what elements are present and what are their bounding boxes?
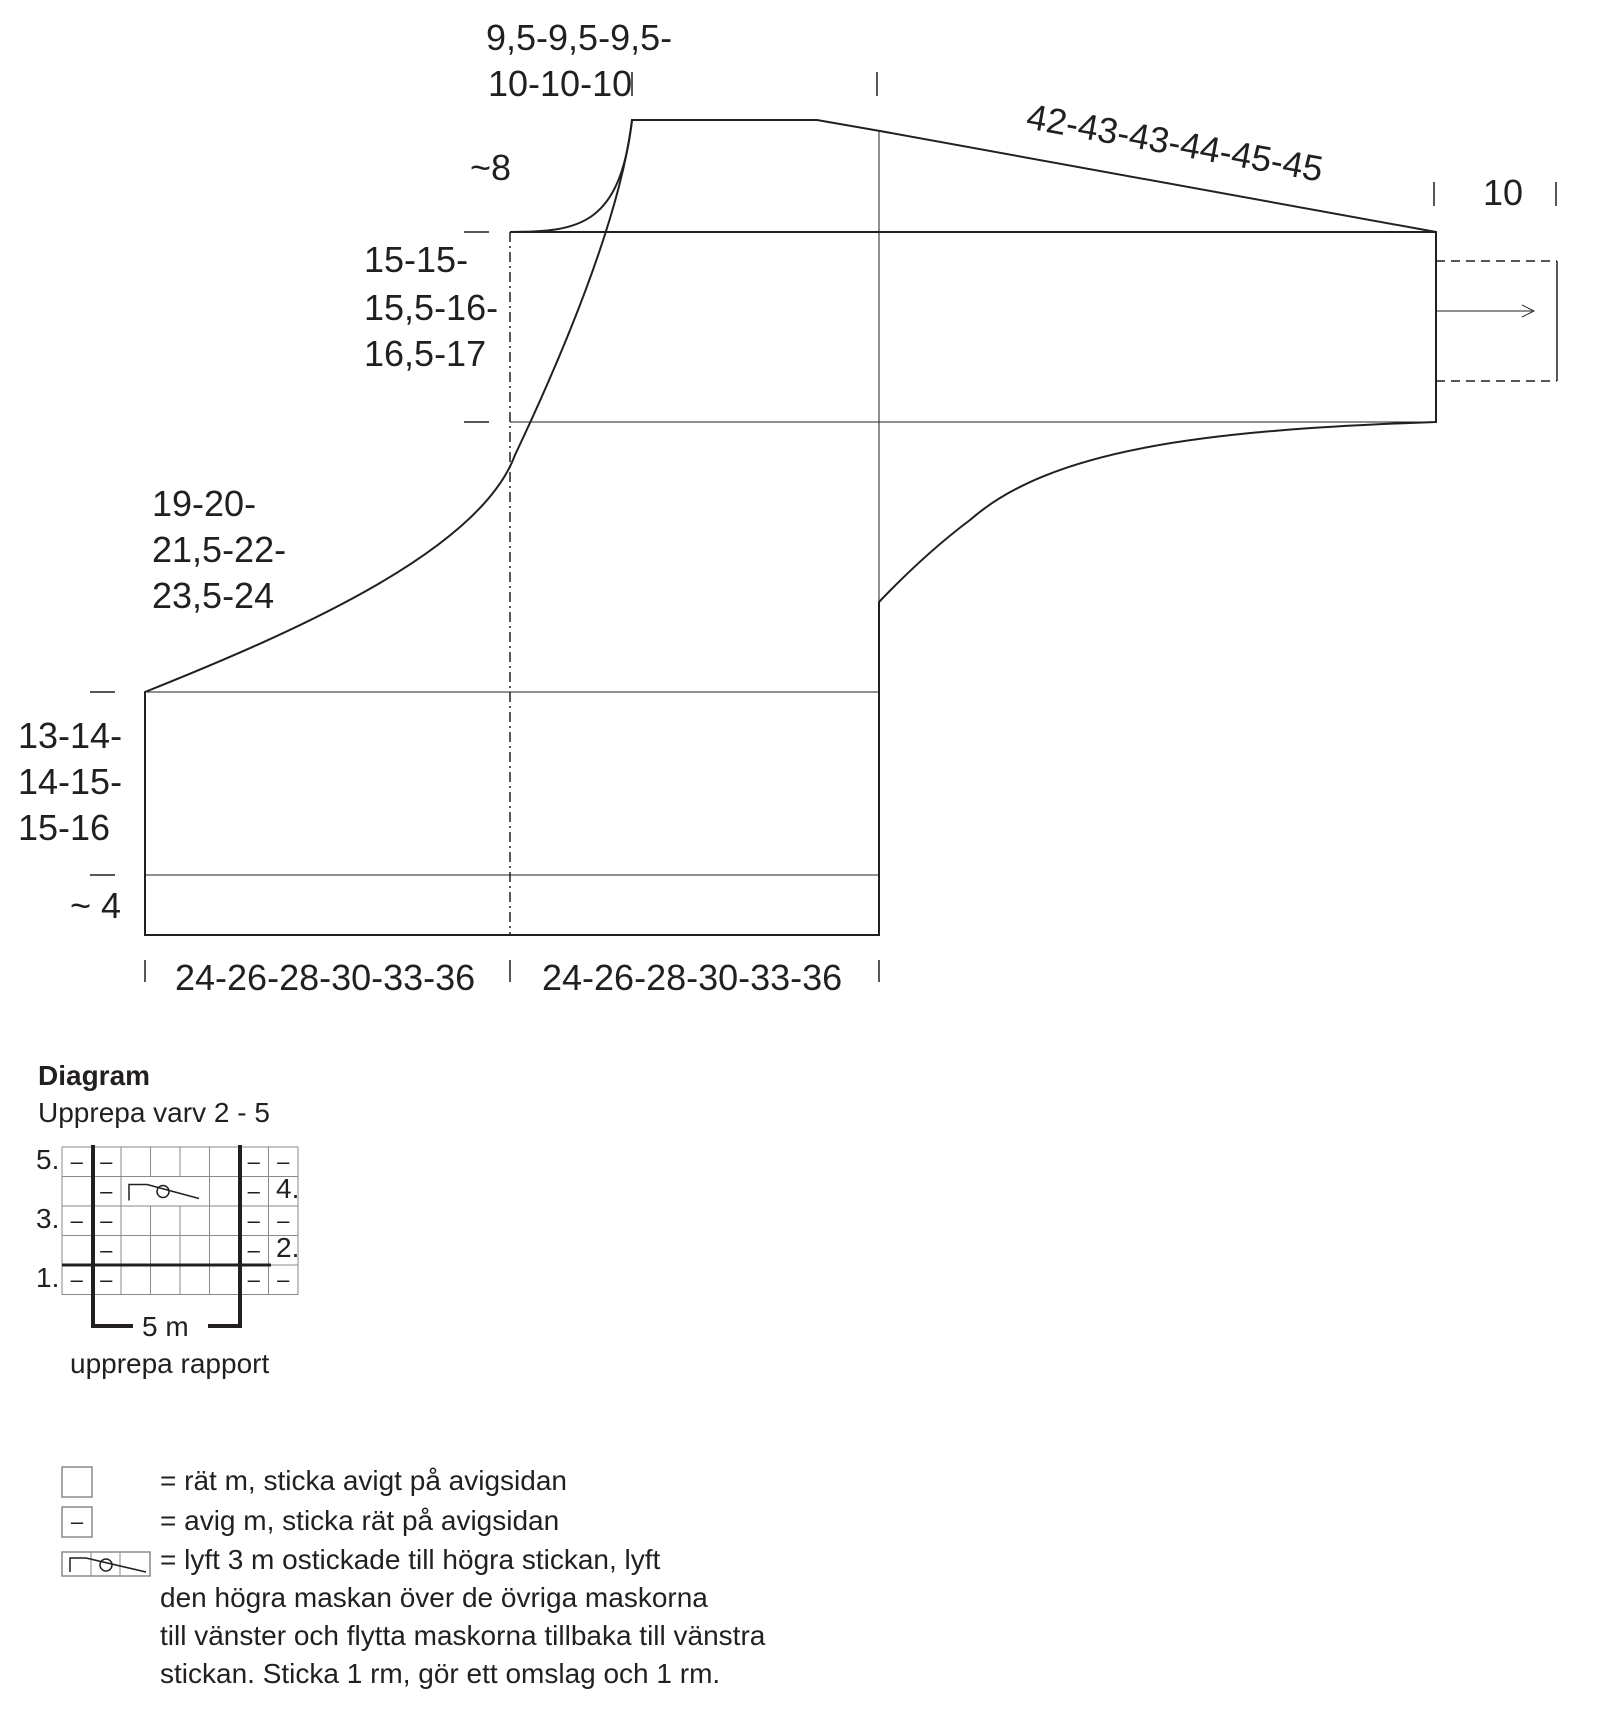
chart-cell [121,1265,151,1295]
purl-symbol: – [70,1148,83,1174]
purl-symbol: – [247,1266,260,1292]
cuff-width: 10 [1483,172,1524,213]
purl-symbol: – [277,1207,290,1233]
armhole-upper-2: 15,5-16- [364,287,499,328]
legend-text: den högra maskan över de övriga maskorna [160,1582,708,1613]
chart-cell [180,1147,210,1177]
half-width-right: 24-26-28-30-33-36 [542,957,843,998]
purl-symbol: – [70,1207,83,1233]
row-label-5: 5. [36,1144,60,1175]
raglan-3: 23,5-24 [152,575,275,616]
body-2: 14-15- [18,761,123,802]
chart-cell [210,1236,240,1266]
legend-text: = avig m, sticka rät på avigsidan [160,1505,560,1536]
legend-text: = rät m, sticka avigt på avigsidan [160,1465,567,1496]
stitch-chart [62,1147,298,1295]
chart-cell [151,1236,181,1266]
chart-title: Diagram [38,1060,151,1091]
chart-cell [180,1236,210,1266]
armhole-upper-1: 15-15- [364,239,469,280]
repeat-count: 5 m [142,1311,189,1342]
purl-symbol: – [247,1178,260,1204]
body-1: 13-14- [18,715,123,756]
chart-cell [180,1265,210,1295]
chart-cell [121,1147,151,1177]
purl-symbol: – [277,1148,290,1174]
repeat-label: upprepa rapport [70,1348,270,1379]
raglan-1: 19-20- [152,483,257,524]
purl-symbol: – [277,1266,290,1292]
purl-symbol: – [70,1266,83,1292]
chart-cell [180,1206,210,1236]
half-width-left: 24-26-28-30-33-36 [175,957,476,998]
neck-depth: ~8 [470,147,512,188]
chart-cell [151,1265,181,1295]
neck-width-1: 9,5-9,5-9,5- [486,17,673,58]
legend [62,1465,766,1689]
chart-cell [210,1147,240,1177]
legend-text: stickan. Sticka 1 rm, gör ett omslag och 1 rm. [160,1658,721,1689]
neck-width-2: 10-10-10 [488,63,633,104]
chart-cell [210,1177,240,1207]
purl-symbol: – [247,1207,260,1233]
row-label-4: 4. [276,1173,300,1204]
rib-height: ~ 4 [70,885,122,926]
legend-cable-icon [62,1552,150,1576]
cable-cell [121,1177,210,1207]
legend-purl-symbol: – [70,1509,84,1534]
body-3: 15-16 [18,807,111,848]
legend-text: = lyft 3 m ostickade till högra stickan, lyft [160,1544,661,1575]
sleeve-length: 42-43-43-44-45-45 [1023,95,1327,190]
purl-symbol: – [100,1207,113,1233]
neck-curve [510,120,632,232]
chart-cell [151,1206,181,1236]
purl-symbol: – [247,1237,260,1263]
chart-cell [121,1206,151,1236]
chart-cell [62,1177,92,1207]
chart-cell [121,1236,151,1266]
legend-knit-icon [62,1467,92,1497]
row-label-1: 1. [36,1262,60,1293]
chart-subtitle: Upprepa varv 2 - 5 [38,1097,270,1128]
row-label-2: 2. [276,1232,300,1263]
purl-symbol: – [100,1237,113,1263]
chart-cell [62,1236,92,1266]
armhole-upper-3: 16,5-17 [364,333,487,374]
purl-symbol: – [100,1148,113,1174]
garment-outline [145,120,1436,935]
purl-symbol: – [247,1148,260,1174]
raglan-2: 21,5-22- [152,529,287,570]
chart-cell [210,1206,240,1236]
chart-cell [210,1265,240,1295]
purl-symbol: – [100,1266,113,1292]
chart-cell [151,1147,181,1177]
purl-symbol: – [100,1178,113,1204]
legend-text: till vänster och flytta maskorna tillbaka till vänstra [160,1620,766,1651]
row-label-3: 3. [36,1203,60,1234]
